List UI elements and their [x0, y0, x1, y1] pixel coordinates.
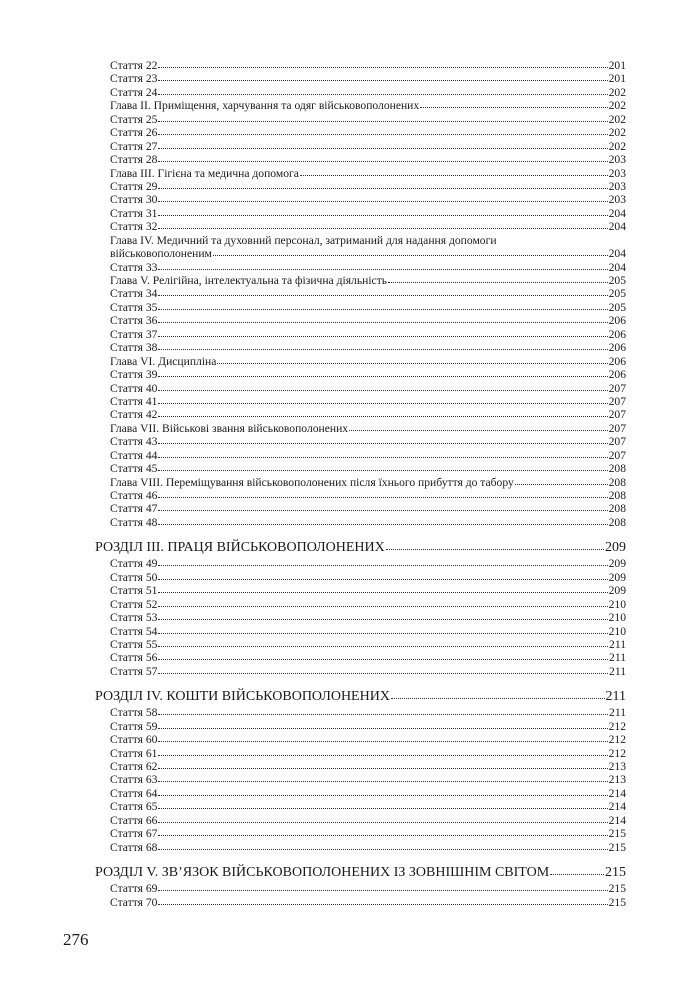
toc-entry-article[interactable]: [95, 435, 626, 448]
toc-entry-title: Стаття 45: [110, 462, 158, 476]
toc-entry-page: 212: [608, 719, 626, 733]
table-of-contents: [95, 59, 626, 909]
toc-entry-page: 208: [608, 502, 626, 516]
dot-leader: [158, 328, 607, 337]
toc-entry-title: Стаття 64: [110, 786, 158, 800]
dot-leader: [158, 381, 607, 390]
toc-entry-article[interactable]: [95, 773, 626, 786]
toc-entry-title: Стаття 27: [110, 139, 158, 153]
dot-leader: [158, 180, 607, 189]
toc-entry-title: Стаття 39: [110, 368, 158, 382]
dot-leader: [158, 733, 607, 742]
toc-entry-chapter[interactable]: [95, 274, 626, 287]
toc-entry-page: 205: [608, 274, 626, 287]
toc-entry-article[interactable]: [95, 193, 626, 206]
dot-leader: [349, 422, 608, 431]
toc-entry-title: Стаття 29: [110, 179, 158, 193]
toc-entry-page: 203: [608, 153, 626, 167]
dot-leader: [420, 99, 607, 108]
toc-entry-title: Стаття 67: [110, 827, 158, 841]
toc-entry-title: Глава III. Гігієна та медична допомога: [110, 166, 299, 180]
dot-leader: [217, 355, 607, 364]
dot-leader: [158, 638, 608, 647]
toc-entry-chapter[interactable]: [95, 247, 626, 260]
toc-entry-article[interactable]: [95, 787, 626, 800]
toc-entry-article[interactable]: [95, 516, 626, 529]
dot-leader: [386, 540, 604, 551]
toc-entry-title: Глава VIII. Переміщування військовополонених після їхнього прибуття до табору: [110, 475, 514, 489]
toc-entry-page: 210: [608, 597, 626, 611]
toc-entry-section[interactable]: [95, 864, 626, 881]
toc-entry-page: 206: [608, 354, 626, 368]
toc-entry-title: Стаття 50: [110, 570, 158, 584]
toc-entry-page: 206: [608, 314, 626, 328]
toc-entry-title: Стаття 59: [110, 719, 158, 733]
dot-leader: [158, 502, 607, 511]
dot-leader: [158, 557, 607, 566]
toc-entry-article[interactable]: [95, 651, 626, 664]
toc-entry-page: 202: [608, 99, 626, 113]
dot-leader: [391, 688, 605, 699]
dot-leader: [158, 598, 607, 607]
toc-entry-page: 205: [608, 300, 626, 314]
dot-leader: [158, 408, 607, 417]
toc-entry-section[interactable]: [95, 688, 626, 705]
dot-leader: [158, 462, 607, 471]
toc-entry-page: 208: [608, 462, 626, 476]
dot-leader: [158, 140, 607, 149]
dot-leader: [158, 895, 607, 904]
toc-entry-page: 207: [608, 435, 626, 449]
toc-entry-title: Глава VII. Військові звання військовополонених: [110, 421, 349, 435]
toc-entry-title: Стаття 38: [110, 341, 158, 355]
toc-entry-page: 209: [605, 540, 626, 556]
toc-entry-page: 215: [608, 895, 626, 909]
toc-entry-page: 213: [608, 760, 626, 773]
toc-entry-article[interactable]: [95, 220, 626, 233]
toc-entry-title: Стаття 55: [110, 637, 158, 651]
toc-entry-page: 214: [608, 786, 626, 800]
toc-entry-article[interactable]: [95, 502, 626, 515]
toc-entry-article[interactable]: [95, 611, 626, 624]
dot-leader: [158, 287, 607, 296]
toc-entry-article[interactable]: [95, 140, 626, 153]
dot-leader: [213, 247, 608, 256]
dot-leader: [158, 882, 607, 891]
toc-entry-article[interactable]: [95, 760, 626, 773]
toc-entry-article[interactable]: [95, 557, 626, 570]
dot-leader: [158, 584, 607, 593]
toc-entry-page: 207: [608, 394, 626, 408]
toc-entry-title: Стаття 22: [110, 59, 158, 72]
toc-entry-page: 207: [608, 421, 626, 435]
dot-leader: [158, 624, 607, 633]
toc-entry-title: Стаття 46: [110, 489, 158, 502]
toc-entry-page: 202: [608, 126, 626, 140]
toc-entry-page: 204: [608, 260, 626, 274]
toc-entry-page: 203: [608, 179, 626, 193]
toc-entry-title: Стаття 23: [110, 72, 158, 86]
dot-leader: [158, 814, 607, 823]
dot-leader: [158, 489, 607, 498]
toc-entry-chapter[interactable]: [95, 355, 626, 368]
toc-entry-title: Глава VI. Дисципліна: [110, 354, 217, 368]
toc-entry-page: 215: [605, 865, 626, 881]
toc-entry-title: Стаття 40: [110, 381, 158, 395]
dot-leader: [158, 665, 608, 674]
toc-entry-title: Стаття 48: [110, 515, 158, 529]
toc-entry-page: 214: [608, 800, 626, 814]
toc-entry-page: 212: [608, 733, 626, 747]
dot-leader: [158, 86, 607, 95]
toc-entry-article[interactable]: [95, 489, 626, 502]
toc-entry-article[interactable]: [95, 180, 626, 193]
toc-entry-page: 203: [608, 193, 626, 207]
toc-entry-title: Стаття 26: [110, 126, 158, 140]
dot-leader: [158, 260, 607, 269]
toc-entry-title: Стаття 56: [110, 651, 158, 665]
toc-entry-page: 211: [609, 637, 626, 651]
dot-leader: [300, 166, 608, 175]
toc-entry-title: Стаття 57: [110, 664, 158, 678]
toc-entry-section[interactable]: [95, 539, 626, 556]
toc-entry-article[interactable]: [95, 314, 626, 327]
dot-leader: [158, 368, 607, 377]
toc-entry-article[interactable]: [95, 896, 626, 909]
toc-entry-title: Стаття 36: [110, 314, 158, 328]
toc-entry-page: 209: [608, 584, 626, 598]
toc-entry-page: 204: [608, 220, 626, 234]
toc-entry-page: 205: [608, 287, 626, 301]
toc-entry-title: Стаття 37: [110, 327, 158, 341]
toc-entry-title: Стаття 34: [110, 287, 158, 301]
toc-entry-title: РОЗДІЛ IV. КОШТИ ВІЙСЬКОВОПОЛОНЕНИХ: [95, 689, 390, 705]
toc-entry-title: Стаття 41: [110, 394, 158, 408]
toc-entry-article[interactable]: [95, 395, 626, 408]
dot-leader: [158, 773, 607, 782]
dot-leader: [158, 706, 608, 715]
toc-entry-article[interactable]: [95, 584, 626, 597]
toc-entry-article[interactable]: [95, 126, 626, 139]
toc-entry-page: 206: [608, 327, 626, 341]
toc-entry-title: Стаття 43: [110, 435, 158, 449]
dot-leader: [158, 516, 607, 525]
toc-entry-page: 211: [605, 689, 626, 705]
toc-entry-article[interactable]: [95, 827, 626, 840]
toc-entry-page: 204: [608, 247, 626, 261]
toc-entry-page: 206: [608, 341, 626, 355]
toc-entry-article[interactable]: [95, 287, 626, 300]
toc-entry-title: Стаття 58: [110, 706, 158, 720]
toc-entry-article[interactable]: [95, 625, 626, 638]
toc-entry-article[interactable]: [95, 571, 626, 584]
dot-leader: [158, 787, 607, 796]
toc-entry-article[interactable]: [95, 706, 626, 719]
toc-entry-page: 207: [608, 408, 626, 422]
toc-entry-page: 215: [608, 840, 626, 854]
toc-entry-chapter[interactable]: [95, 422, 626, 435]
toc-entry-article[interactable]: [95, 665, 626, 678]
dot-leader: [158, 720, 607, 729]
dot-leader: [158, 193, 607, 202]
toc-entry-title: Глава V. Релігійна, інтелектуальна та фізична діяльність: [110, 274, 388, 287]
toc-entry-title: Стаття 51: [110, 584, 158, 598]
dot-leader: [158, 395, 607, 404]
dot-leader: [158, 59, 607, 68]
toc-entry-page: 209: [608, 557, 626, 571]
toc-entry-article[interactable]: [95, 382, 626, 395]
toc-entry-article[interactable]: [95, 638, 626, 651]
dot-leader: [158, 760, 607, 769]
page-number: 276: [63, 930, 89, 949]
dot-leader: [158, 611, 607, 620]
toc-entry-title: Стаття 69: [110, 882, 158, 896]
toc-entry-title: Стаття 49: [110, 557, 158, 571]
toc-entry-title: Стаття 32: [110, 220, 158, 234]
toc-entry-chapter[interactable]: [95, 99, 626, 112]
toc-entry-page: 208: [608, 475, 626, 489]
toc-entry-page: 213: [608, 773, 626, 787]
toc-entry-page: 208: [608, 489, 626, 502]
toc-entry-article[interactable]: [95, 733, 626, 746]
toc-entry-article[interactable]: [95, 408, 626, 421]
toc-entry-page: 202: [608, 139, 626, 153]
toc-entry-article[interactable]: [95, 59, 626, 72]
toc-entry-article[interactable]: [95, 328, 626, 341]
toc-entry-page: 211: [609, 651, 626, 665]
toc-entry-article[interactable]: [95, 841, 626, 854]
toc-entry-title: Стаття 25: [110, 112, 158, 126]
dot-leader: [158, 571, 607, 580]
toc-entry-page: 203: [608, 166, 626, 180]
toc-entry-title: Стаття 63: [110, 773, 158, 787]
toc-entry-page: 208: [608, 515, 626, 529]
toc-entry-page: 206: [608, 368, 626, 382]
toc-entry-article[interactable]: [95, 814, 626, 827]
toc-entry-article[interactable]: [95, 207, 626, 220]
toc-entry-page: 202: [608, 85, 626, 99]
toc-entry-title: Стаття 44: [110, 448, 158, 462]
toc-entry-page: 207: [608, 448, 626, 462]
toc-entry-title: Стаття 66: [110, 813, 158, 827]
dot-leader: [158, 153, 607, 162]
toc-entry-page: 209: [608, 570, 626, 584]
toc-entry-title: Стаття 65: [110, 800, 158, 814]
toc-entry-title: Стаття 42: [110, 408, 158, 422]
dot-leader: [158, 72, 607, 81]
toc-entry-page: 202: [608, 112, 626, 126]
dot-leader: [158, 301, 607, 310]
toc-entry-page: 212: [608, 746, 626, 760]
dot-leader: [158, 314, 607, 323]
toc-entry-page: 211: [609, 706, 626, 720]
toc-entry-title: Стаття 62: [110, 760, 158, 773]
toc-entry-article[interactable]: [95, 261, 626, 274]
toc-entry-title: Стаття 60: [110, 733, 158, 747]
dot-leader: [550, 864, 604, 875]
toc-entry-title: Стаття 30: [110, 193, 158, 207]
toc-entry-page: 204: [608, 206, 626, 220]
toc-entry-article[interactable]: [95, 153, 626, 166]
toc-entry-title: Стаття 33: [110, 260, 158, 274]
toc-entry-title: Глава IV. Медичний та духовний персонал, затриманий для надання допомоги: [110, 233, 497, 247]
dot-leader: [158, 341, 607, 350]
dot-leader: [158, 220, 607, 229]
toc-entry-article[interactable]: [95, 800, 626, 813]
dot-leader: [158, 841, 607, 850]
toc-entry-chapter[interactable]: [95, 167, 626, 180]
toc-entry-page: 201: [608, 59, 626, 72]
dot-leader: [158, 449, 607, 458]
toc-entry-article[interactable]: [95, 368, 626, 381]
toc-entry-title: Стаття 53: [110, 611, 158, 625]
toc-entry-chapter-first[interactable]: [95, 234, 626, 247]
toc-entry-chapter[interactable]: [95, 476, 626, 489]
dot-leader: [158, 746, 607, 755]
toc-entry-article[interactable]: [95, 341, 626, 354]
toc-entry-page: 207: [608, 381, 626, 395]
toc-entry-article[interactable]: [95, 86, 626, 99]
toc-entry-page: 201: [608, 72, 626, 86]
dot-leader: [388, 274, 608, 283]
toc-entry-title: Глава II. Приміщення, харчування та одяг військовополонених: [110, 99, 420, 113]
toc-entry-title: РОЗДІЛ III. ПРАЦЯ ВІЙСЬКОВОПОЛОНЕНИХ: [95, 540, 385, 556]
toc-entry-title: Стаття 24: [110, 85, 158, 99]
toc-entry-page: 210: [608, 624, 626, 638]
toc-entry-article[interactable]: [95, 720, 626, 733]
dot-leader: [158, 126, 607, 135]
toc-entry-page: 215: [608, 827, 626, 841]
toc-entry-article[interactable]: [95, 882, 626, 895]
toc-entry-article[interactable]: [95, 449, 626, 462]
toc-entry-article[interactable]: [95, 462, 626, 475]
dot-leader: [158, 651, 608, 660]
toc-entry-article[interactable]: [95, 747, 626, 760]
dot-leader: [158, 113, 607, 122]
toc-entry-article[interactable]: [95, 598, 626, 611]
dot-leader: [158, 800, 607, 809]
dot-leader: [158, 827, 607, 836]
toc-entry-page: 215: [608, 882, 626, 896]
toc-entry-title: Стаття 28: [110, 153, 158, 167]
dot-leader: [515, 475, 608, 484]
toc-entry-article[interactable]: [95, 301, 626, 314]
toc-entry-title: РОЗДІЛ V. ЗВ’ЯЗОК ВІЙСЬКОВОПОЛОНЕНИХ ІЗ ЗОВНІШНІМ СВІТОМ: [95, 865, 550, 881]
toc-entry-page: 211: [609, 664, 626, 678]
toc-entry-title: Стаття 68: [110, 840, 158, 854]
toc-entry-title: Стаття 52: [110, 597, 158, 611]
toc-entry-page: 214: [608, 813, 626, 827]
toc-entry-title: Стаття 35: [110, 300, 158, 314]
toc-entry-title: Стаття 61: [110, 746, 158, 760]
toc-entry-title: Стаття 47: [110, 502, 158, 516]
toc-entry-title: військовополоненим: [110, 247, 212, 261]
toc-entry-title: Стаття 70: [110, 895, 158, 909]
dot-leader: [158, 435, 607, 444]
toc-entry-page: 210: [608, 611, 626, 625]
toc-entry-article[interactable]: [95, 113, 626, 126]
toc-entry-title: Стаття 54: [110, 624, 158, 638]
toc-entry-article[interactable]: [95, 72, 626, 85]
dot-leader: [158, 207, 607, 216]
toc-entry-title: Стаття 31: [110, 206, 158, 220]
